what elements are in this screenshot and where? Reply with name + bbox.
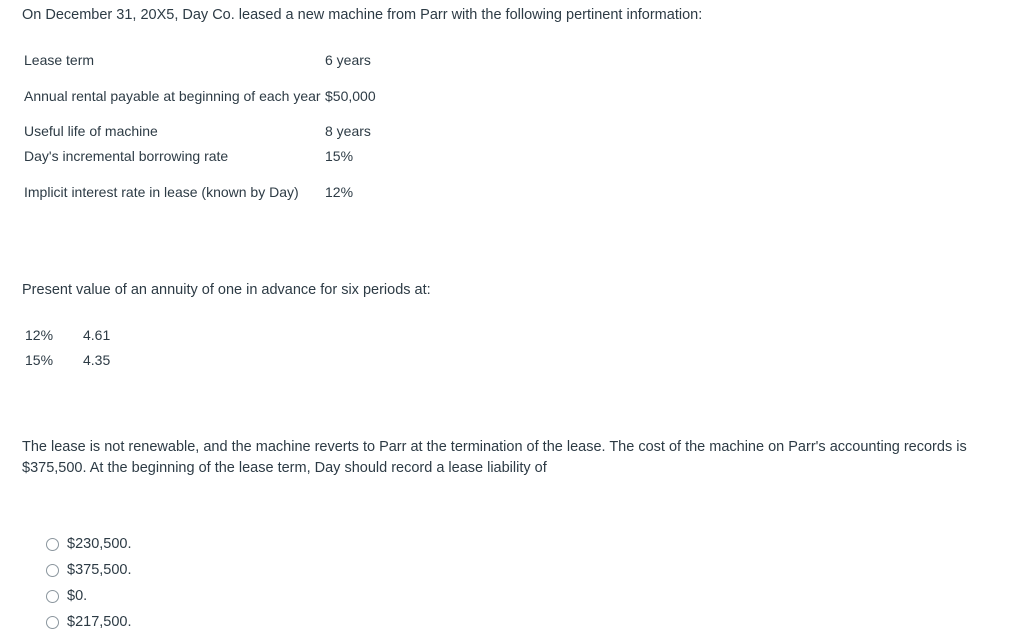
pv-annuity-title: Present value of an annuity of one in advance for six periods at:: [22, 282, 431, 298]
answer-label[interactable]: $0.: [67, 588, 88, 604]
question-text: The lease is not renewable, and the machine reverts to Parr at the termination of the lease. The cost of the machine on Parr's accounting records is $375,500. At the beginning of the lease term, Day should record a lease liability of: [22, 439, 967, 476]
table-row: [24, 144, 376, 169]
lease-term-value: 6 years: [325, 52, 371, 68]
table-row: [25, 348, 110, 373]
pv-factor: 4.35: [83, 352, 111, 368]
pv-factor: 4.61: [83, 327, 111, 343]
radio-button[interactable]: [46, 590, 59, 603]
lease-term-label: Lease term: [24, 52, 95, 68]
borrowing-rate-label: Day's incremental borrowing rate: [24, 148, 229, 164]
answer-option-a[interactable]: [46, 531, 132, 557]
pv-rate: 12%: [25, 327, 54, 343]
table-row: [24, 119, 376, 144]
answer-label[interactable]: $375,500.: [67, 562, 132, 578]
radio-button[interactable]: [46, 616, 59, 629]
table-row: [24, 73, 376, 119]
radio-button[interactable]: [46, 564, 59, 577]
useful-life-label: Useful life of machine: [24, 123, 158, 139]
pv-rate: 15%: [25, 352, 54, 368]
answer-label[interactable]: $230,500.: [67, 536, 132, 552]
implicit-rate-value: 12%: [325, 183, 354, 200]
question-intro: On December 31, 20X5, Day Co. leased a new machine from Parr with the following pertinent information:: [22, 7, 703, 23]
table-row: [24, 48, 376, 73]
annual-rental-value: $50,000: [325, 87, 376, 104]
lease-info-table: [24, 48, 376, 215]
answer-option-d[interactable]: [46, 609, 132, 635]
table-row: [24, 169, 376, 215]
radio-button[interactable]: [46, 538, 59, 551]
answer-option-b[interactable]: [46, 557, 132, 583]
answer-option-c[interactable]: [46, 583, 132, 609]
implicit-rate-label: Implicit interest rate in lease (known by Day): [24, 183, 299, 200]
answer-options: [46, 531, 132, 635]
pv-annuity-table: [25, 323, 110, 373]
borrowing-rate-value: 15%: [325, 148, 354, 164]
useful-life-value: 8 years: [325, 123, 371, 139]
answer-label[interactable]: $217,500.: [67, 614, 132, 630]
table-row: [25, 323, 110, 348]
annual-rental-label: Annual rental payable at beginning of each year: [24, 87, 321, 104]
